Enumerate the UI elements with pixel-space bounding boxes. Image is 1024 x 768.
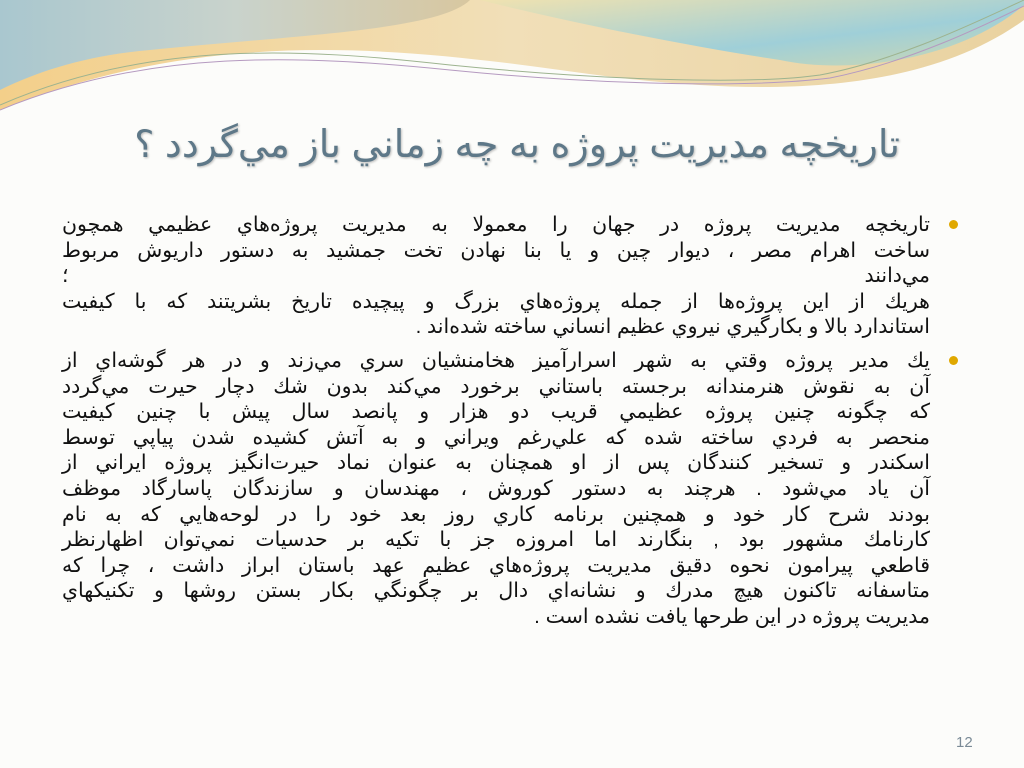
page-number: 12 xyxy=(956,734,973,751)
text-line: متاسفانه تاكنون هيچ مدرك و نشانه‌اي دال بر چگونگي بكار بستن روشها و تكنيكهاي xyxy=(62,579,930,603)
text-line: ساخت اهرام مصر ، ديوار چين و يا بنا نهادن تخت جمشيد به دستور داريوش مربوط xyxy=(62,238,930,262)
text-line: منحصر به فردي ساخته شده كه علي‌رغم ويراني و به آتش كشيده شدن پياپي توسط xyxy=(62,425,930,449)
text-line: آن ياد مي‌شود . هرچند به دستور كوروش ، مهندسان و سازندگان پاسارگاد موظف xyxy=(62,476,930,500)
text-line: هريك از اين پروژه‌ها از جمله پروژه‌هاي بزرگ و پيچيده تاريخ بشريتند كه با كيفيت xyxy=(62,289,930,313)
text-line: اسكندر و تسخير كنندگان پس از او همچنان به عنوان نماد حيرت‌انگيز پروژه ايراني از xyxy=(62,451,930,475)
text-line: مديريت پروژه در اين طرحها يافت نشده است . xyxy=(534,604,930,628)
text-line: آن به نقوش هنرمندانه برجسته باستاني برخورد مي‌كند بدون شك دچار حيرت مي‌گردد xyxy=(62,374,930,398)
text-line: قاطعي پيرامون نحوه دقيق مديريت پروژه‌هاي عظيم عهد باستان ابراز داشت ، چرا كه xyxy=(62,553,930,577)
text-line: بودند شرح كار خود و همچنين برنامه كاري روز بعد خود را در لوحه‌هايي كه به نام xyxy=(62,502,930,526)
header-wave-decoration xyxy=(0,0,1024,120)
bullet-icon xyxy=(949,356,958,365)
text-line: تاريخچه مديريت پروژه در جهان را معمولا به مديريت پروژه‌هاي عظيمي همچون xyxy=(62,213,930,236)
slide-title: تاريخچه مديريت پروژه به چه زماني باز مي‌گردد ؟ xyxy=(134,124,900,166)
text-line: استاندارد بالا و بكارگيري نيروي عظيم انساني ساخته شده‌اند . xyxy=(415,315,930,339)
text-line: كه چگونه چنين پروژه عظيمي قريب دو هزار و پانصد سال پيش با چنين كيفيت xyxy=(62,400,930,424)
bullet-item-1 xyxy=(62,212,930,340)
bullet-icon xyxy=(949,220,958,229)
text-line: كارنامك مشهور بود , بنگارند اما امروزه جز با تكيه بر حدسيات نمي‌توان اظهارنظر xyxy=(62,528,930,552)
bullet-list xyxy=(62,212,930,630)
text-line: مي‌دانند ؛ xyxy=(62,264,930,288)
bullet-item-2 xyxy=(62,348,930,630)
text-line: يك مدير پروژه وقتي به شهر اسرارآميز هخامنشيان سري مي‌زند و در هر گوشه‌اي از xyxy=(62,348,930,372)
